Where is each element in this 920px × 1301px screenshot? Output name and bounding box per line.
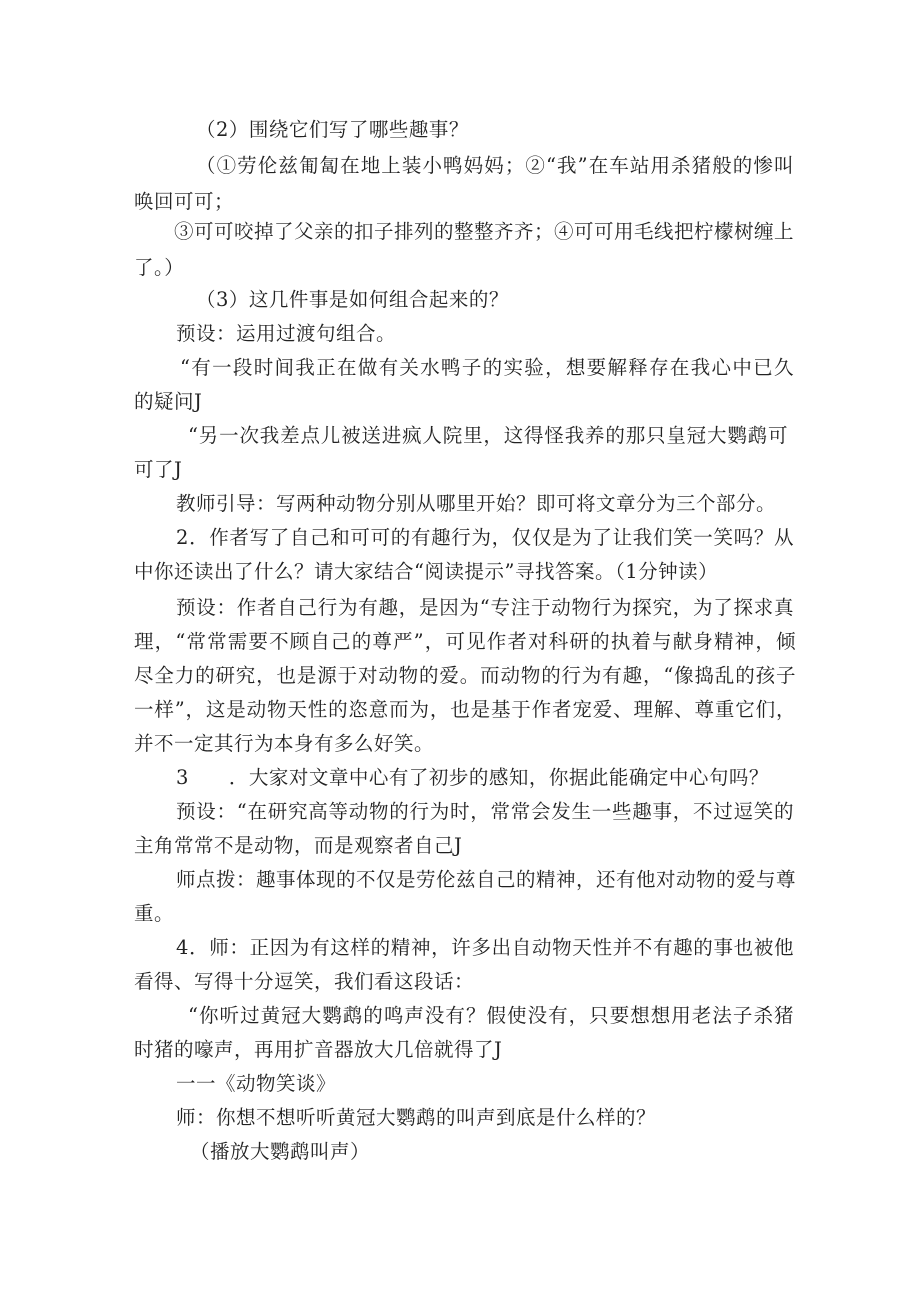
quote-2-line-2: 可了J: [134, 458, 183, 481]
stage-direction: （播放大鹦鹉叫声）: [190, 1140, 371, 1163]
answer-2-line-4: 了。）: [134, 256, 185, 279]
preset-para-line-4: 一样”，这是动物天性的恣意而为，也是基于作者宠爱、理解、尊重它们，: [134, 698, 796, 721]
preset-transition: 预设：运用过渡句组合。: [176, 322, 397, 345]
preset-center-line-2: 主角常常不是动物，而是观察者自己J: [134, 834, 463, 857]
teacher-question: 师：你想不想听听黄冠大鹦鹉的叫声到底是什么样的？: [176, 1106, 657, 1129]
answer-2-line-1: （①劳伦兹匍匐在地上装小鸭妈妈；②“我”在车站用杀猪般的惨叫: [196, 154, 794, 177]
answer-2-line-2: 唤回可可；: [134, 190, 235, 213]
teacher-note-line-1: 师点拨：趣事体现的不仅是劳伦兹自己的精神，还有他对动物的爱与尊: [176, 868, 797, 891]
quote-source: 一一《动物笑谈》: [176, 1072, 337, 1095]
preset-center-line-1: 预设：“在研究高等动物的行为时，常常会发生一些趣事，不过逗笑的: [176, 800, 794, 823]
teacher-guide: 教师引导：写两种动物分别从哪里开始？即可将文章分为三个部分。: [176, 492, 777, 515]
quote-2-line-1: “另一次我差点儿被送进疯人院里，这得怪我养的那只皇冠大鹦鹉可: [188, 424, 788, 447]
question-2-point-line-1: 2．作者写了自己和可可的有趣行为，仅仅是为了让我们笑一笑吗？从: [176, 526, 794, 549]
question-2-heading: （2）围绕它们写了哪些趣事？: [196, 118, 469, 141]
question-4-point-line-1: 4．师：正因为有这样的精神，许多出自动物天性并不有趣的事也被他: [176, 936, 794, 959]
quote-1-line-1: “有一段时间我正在做有关水鸭子的实验，想要解释存在我心中已久: [180, 356, 794, 379]
question-3-heading: （3）这几件事是如何组合起来的？: [196, 288, 509, 311]
question-4-point-line-2: 看得、写得十分逗笑，我们看这段话：: [134, 970, 475, 993]
preset-para-line-2: 理，“常常需要不顾自己的尊严”，可见作者对科研的执着与献身精神，倾: [134, 630, 796, 653]
quote-3-line-2: 时猪的嚎声，再用扩音器放大几倍就得了J: [134, 1038, 503, 1061]
preset-para-line-5: 并不一定其行为本身有多么好笑。: [134, 732, 435, 755]
quote-3-line-1: “你听过黄冠大鹦鹉的鸣声没有？假使没有，只要想想用老法子杀猪: [188, 1004, 794, 1027]
quote-1-line-2: 的疑问J: [134, 390, 203, 413]
preset-para-line-1: 预设：作者自己行为有趣，是因为“专注于动物行为探究，为了探求真: [176, 596, 794, 619]
preset-para-line-3: 尽全力的研究，也是源于对动物的爱。而动物的行为有趣，“像捣乱的孩子: [134, 664, 796, 687]
question-2-point-line-2: 中你还读出了什么？请大家结合“阅读提示”寻找答案。（1分钟读）: [134, 560, 719, 583]
answer-2-line-3: ③可可咬掉了父亲的扣子排列的整整齐齐；④可可用毛线把柠檬树缠上: [174, 220, 795, 243]
teacher-note-line-2: 重。: [134, 902, 175, 925]
question-3-point: 3 ．大家对文章中心有了初步的感知，你据此能确定中心句吗？: [176, 766, 769, 789]
